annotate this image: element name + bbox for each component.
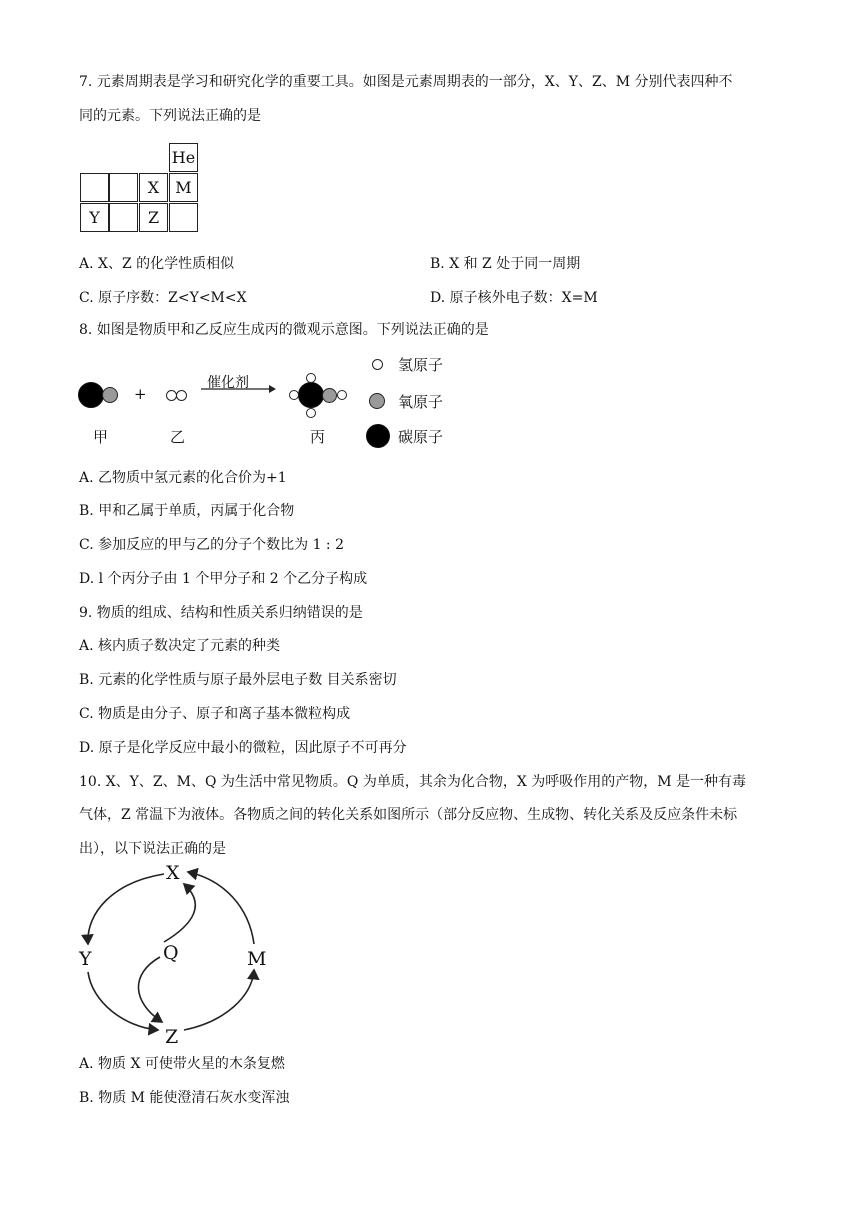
label-yi: 乙	[170, 428, 186, 446]
label-bing: 丙	[310, 428, 326, 446]
q10-stem-line2: 气体，Z 常温下为液体。各物质之间的转化关系如图所示（部分反应物、生成物、转化关系及反应条件未标	[79, 807, 738, 823]
label-jia: 甲	[93, 428, 109, 446]
q7-option-b: B. X 和 Z 处于同一周期	[430, 256, 581, 272]
q9-option-c: C. 物质是由分子、原子和离子基本微粒构成	[79, 706, 351, 722]
q10-option-a: A. 物质 X 可使带火星的木条复燃	[79, 1056, 285, 1072]
cell-m: M	[169, 173, 198, 202]
hydrogen-atom	[372, 359, 383, 370]
cell-x: X	[139, 173, 168, 202]
oxygen-atom	[322, 388, 337, 403]
q7-option-d: D. 原子核外电子数：X=M	[430, 290, 598, 306]
q8-option-b: B. 甲和乙属于单质，丙属于化合物	[79, 503, 295, 519]
node-y: Y	[79, 948, 92, 970]
node-z: Z	[165, 1026, 179, 1048]
q7-stem-line2: 同的元素。下列说法正确的是	[79, 108, 261, 124]
q7-stem-line1: 7. 元素周期表是学习和研究化学的重要工具。如图是元素周期表的一部分，X、Y、Z、M 分别代表四种不	[79, 74, 733, 90]
hydrogen-atom	[176, 390, 187, 401]
q10-stem-line3: 出），以下说法正确的是	[79, 841, 226, 857]
q9-option-d: D. 原子是化学反应中最小的微粒，因此原子不可再分	[79, 740, 407, 756]
legend-oxygen-label: 氧原子	[398, 392, 444, 411]
oxygen-atom	[369, 393, 385, 409]
hydrogen-atom	[306, 408, 316, 418]
q9-stem: 9. 物质的组成、结构和性质关系归纳错误的是	[79, 605, 363, 621]
catalyst-label: 催化剂	[207, 375, 249, 391]
carbon-atom	[366, 424, 390, 448]
q10-option-b: B. 物质 M 能使澄清石灰水变浑浊	[79, 1090, 290, 1106]
q8-stem: 8. 如图是物质甲和乙反应生成丙的微观示意图。下列说法正确的是	[79, 322, 489, 338]
node-q: Q	[163, 942, 179, 964]
legend-hydrogen-label: 氢原子	[398, 355, 444, 374]
legend-carbon-label: 碳原子	[398, 427, 444, 446]
carbon-atom	[298, 382, 324, 408]
q10-stem-line1: 10. X、Y、Z、M、Q 为生活中常见物质。Q 为单质，其余为化合物，X 为呼吸作用的产物，M 是一种有毒	[79, 774, 747, 790]
conversion-diagram	[74, 862, 274, 1052]
carbon-atom	[78, 382, 104, 408]
cell-empty	[109, 173, 138, 202]
cell-empty	[109, 203, 138, 232]
cell-y: Y	[80, 203, 109, 232]
q8-option-a: A. 乙物质中氢元素的化合价为+1	[79, 470, 287, 486]
node-m: M	[247, 948, 267, 970]
legend-hydrogen	[368, 352, 444, 376]
node-x: X	[166, 862, 180, 884]
legend-oxygen	[368, 389, 444, 413]
oxygen-atom	[102, 387, 118, 403]
atom-legend	[368, 352, 468, 452]
reaction-arrow-icon	[201, 382, 277, 396]
cell-empty	[169, 203, 198, 232]
plus-sign: +	[134, 385, 147, 403]
cell-empty	[80, 173, 109, 202]
hydrogen-atom	[337, 390, 347, 400]
hydrogen-atom	[289, 390, 299, 400]
q7-option-a: A. X、Z 的化学性质相似	[79, 256, 235, 272]
cell-he: He	[169, 143, 198, 172]
cell-z: Z	[139, 203, 168, 232]
hydrogen-atom	[306, 373, 316, 383]
q8-option-d: D. l 个丙分子由 1 个甲分子和 2 个乙分子构成	[79, 571, 368, 587]
q9-option-a: A. 核内质子数决定了元素的种类	[79, 638, 281, 654]
q7-option-c: C. 原子序数：Z<Y<M<X	[79, 290, 247, 306]
periodic-table-fragment	[80, 143, 200, 235]
legend-carbon	[368, 424, 444, 448]
q8-option-c: C. 参加反应的甲与乙的分子个数比为 1 : 2	[79, 537, 344, 553]
q9-option-b: B. 元素的化学性质与原子最外层电子数 目关系密切	[79, 672, 397, 688]
